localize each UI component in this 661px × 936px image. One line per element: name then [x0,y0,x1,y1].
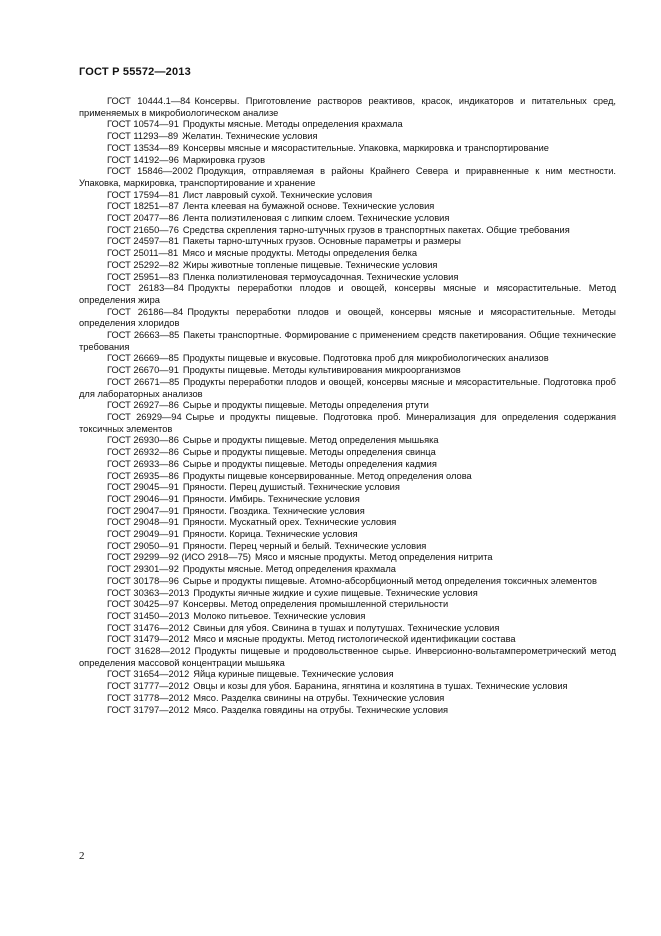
reference-title: Продукты пищевые и продовольственное сырье. Инверсионно-вольтамперометрический метод определения массовой концентрации мышьяка [79,646,616,668]
reference-item [79,260,616,272]
reference-title: Продукция, отправляемая в районы Крайнего Севера и приравненные к ним местности. Упаковка, маркировка, транспортирование и хранение [79,166,616,188]
reference-code: ГОСТ 18251—87 [107,201,179,212]
reference-item [79,143,616,155]
page-number: 2 [79,850,85,862]
reference-code: ГОСТ 21650—76 [107,224,179,235]
reference-item [79,377,616,400]
reference-code: ГОСТ 10444.1—84 [107,96,191,106]
reference-code: ГОСТ 25951—83 [107,271,179,282]
reference-code: ГОСТ 26669—85 [107,353,179,364]
reference-item [79,705,616,717]
reference-code: ГОСТ 31778—2012 [107,692,190,703]
reference-code: ГОСТ 30425—97 [107,599,179,610]
reference-code: ГОСТ 31476—2012 [107,622,190,633]
reference-title: Пакеты транспортные. Формирование с применением средств пакетирования. Общие технические требования [79,330,616,352]
reference-item [79,599,616,611]
reference-code: ГОСТ 10574—91 [107,119,179,130]
reference-item [79,272,616,284]
reference-code: ГОСТ 29045—91 [107,482,179,493]
reference-title: Яйца куриные пищевые. Технические условия [193,669,394,680]
reference-title: Лента клеевая на бумажной основе. Технические условия [182,201,435,212]
reference-title: Пряности. Имбирь. Технические условия [182,493,360,504]
reference-item [79,307,616,330]
reference-title: Сырье и продукты пищевые. Атомно-абсорбционный метод определения токсичных элементов [182,575,597,586]
reference-item [79,353,616,365]
reference-title: Консервы мясные и мясорастительные. Упаковка, маркировка и транспортирование [182,142,549,153]
reference-code: ГОСТ 26183—84 [107,283,184,294]
reference-code: ГОСТ 31479—2012 [107,634,190,645]
reference-code: ГОСТ 29299—92 (ИСО 2918—75) [107,552,252,563]
reference-code: ГОСТ 30178—96 [107,575,179,586]
reference-item [79,506,616,518]
reference-code: ГОСТ 30363—2013 [107,587,190,598]
reference-code: ГОСТ 13534—89 [107,142,179,153]
reference-code: ГОСТ 29049—91 [107,529,179,540]
reference-title: Молоко питьевое. Технические условия [193,610,366,621]
normative-references-list [79,96,616,716]
reference-title: Пряности. Перец черный и белый. Технические условия [182,540,427,551]
reference-item [79,564,616,576]
reference-item [79,119,616,131]
reference-code: ГОСТ 26927—86 [107,400,179,411]
reference-title: Средства скрепления тарно-штучных грузов в транспортных пакетах. Общие требования [182,224,570,235]
reference-code: ГОСТ 29050—91 [107,540,179,551]
reference-code: ГОСТ 26932—86 [107,447,179,458]
reference-item [79,588,616,600]
reference-code: ГОСТ 14192—96 [107,154,179,165]
reference-title: Пряности. Перец душистый. Технические условия [182,482,400,493]
reference-item [79,166,616,189]
reference-title: Пряности. Корица. Технические условия [182,529,358,540]
reference-item [79,623,616,635]
reference-title: Сырье и продукты пищевые. Методы определения кадмия [182,458,437,469]
reference-item [79,482,616,494]
reference-title: Консервы. Приготовление растворов реактивов, красок, индикаторов и питательных сред, применяемых в микробиологическом анализе [79,96,617,118]
reference-item [79,330,616,353]
reference-code: ГОСТ 25292—82 [107,259,179,270]
reference-title: Продукты переработки плодов и овощей, консервы мясные и мясорастительные. Метод определения жира [79,283,616,305]
reference-item [79,412,616,435]
reference-title: Продукты яичные жидкие и сухие пищевые. Технические условия [193,587,478,598]
reference-item [79,517,616,529]
reference-item [79,693,616,705]
reference-title: Лента полиэтиленовая с липким слоем. Технические условия [182,213,450,224]
reference-title: Продукты переработки плодов и овощей, консервы мясные и мясорастительные. Подготовка проб для лабораторных анализов [79,376,616,399]
reference-item [79,459,616,471]
reference-title: Мясо и мясные продукты. Методы определения белка [182,248,418,259]
reference-code: ГОСТ 26935—86 [107,470,179,481]
reference-item [79,248,616,260]
reference-item [79,213,616,225]
page-header: ГОСТ Р 55572—2013 [79,66,191,78]
reference-title: Консервы. Метод определения промышленной стерильности [182,599,449,610]
reference-title: Пакеты тарно-штучных грузов. Основные параметры и размеры [182,236,461,247]
reference-item [79,541,616,553]
reference-item [79,669,616,681]
reference-code: ГОСТ 26670—91 [107,365,179,376]
reference-code: ГОСТ 31777—2012 [107,681,190,692]
reference-code: ГОСТ 25011—81 [107,248,179,259]
reference-item [79,400,616,412]
reference-item [79,155,616,167]
reference-code: ГОСТ 17594—81 [107,189,179,200]
reference-code: ГОСТ 26663—85 [107,330,180,341]
reference-item [79,447,616,459]
reference-item [79,96,616,119]
reference-item [79,283,616,306]
reference-title: Сырье и продукты пищевые. Подготовка проб. Минерализация для определения содержания токсичных элементов [79,411,616,434]
reference-title: Мясо. Разделка свинины на отрубы. Технические условия [193,692,445,703]
reference-code: ГОСТ 26671—85 [107,376,180,387]
reference-title: Продукты мясные. Методы определения крахмала [182,119,403,130]
reference-title: Пленка полиэтиленовая термоусадочная. Технические условия [182,271,459,282]
reference-title: Пряности. Мускатный орех. Технические условия [182,517,397,528]
reference-code: ГОСТ 29301—92 [107,564,179,575]
reference-item [79,552,616,564]
reference-title: Продукты пищевые и вкусовые. Подготовка проб для микробиологических анализов [182,353,549,364]
reference-title: Сырье и продукты пищевые. Методы определения свинца [182,447,436,458]
reference-code: ГОСТ 31450—2013 [107,610,190,621]
reference-item [79,529,616,541]
reference-item [79,190,616,202]
reference-code: ГОСТ 11293—89 [107,131,179,142]
reference-code: ГОСТ 31628—2012 [107,646,191,657]
reference-title: Мясо и мясные продукты. Метод гистологической идентификации состава [193,634,516,645]
reference-code: ГОСТ 24597—81 [107,236,179,247]
reference-title: Лист лавровый сухой. Технические условия [182,189,373,200]
reference-code: ГОСТ 31654—2012 [107,669,190,680]
reference-title: Овцы и козы для убоя. Баранина, ягнятина и козлятина в тушах. Технические условия [193,681,568,692]
reference-code: ГОСТ 26933—86 [107,458,179,469]
reference-item [79,201,616,213]
reference-item [79,611,616,623]
reference-code: ГОСТ 26929—94 [107,411,182,422]
reference-title: Сырье и продукты пищевые. Методы определения ртути [182,400,429,411]
reference-code: ГОСТ 29047—91 [107,505,179,516]
reference-item [79,236,616,248]
reference-title: Продукты пищевые. Методы культивирования микроорганизмов [182,365,461,376]
reference-title: Продукты пищевые консервированные. Метод определения олова [182,470,472,481]
reference-code: ГОСТ 29046—91 [107,493,179,504]
reference-title: Свиньи для убоя. Свинина в тушах и полутушах. Технические условия [193,622,500,633]
reference-code: ГОСТ 26930—86 [107,435,179,446]
reference-item [79,634,616,646]
reference-item [79,365,616,377]
reference-item [79,681,616,693]
reference-code: ГОСТ 20477—86 [107,213,179,224]
reference-item [79,494,616,506]
reference-code: ГОСТ 26186—84 [107,306,184,317]
reference-title: Сырье и продукты пищевые. Метод определения мышьяка [182,435,439,446]
reference-item [79,576,616,588]
reference-title: Мясо. Разделка говядины на отрубы. Технические условия [193,704,449,715]
reference-title: Пряности. Гвоздика. Технические условия [182,505,365,516]
reference-item [79,131,616,143]
reference-item [79,646,616,669]
reference-item [79,435,616,447]
reference-title: Продукты переработки плодов и овощей, консервы мясные и мясорастительные. Методы определения хлоридов [79,306,616,329]
reference-title: Жиры животные топленые пищевые. Технические условия [182,259,438,270]
reference-item [79,225,616,237]
reference-title: Желатин. Технические условия [182,131,318,142]
reference-title: Продукты мясные. Метод определения крахмала [182,564,396,575]
reference-title: Мясо и мясные продукты. Метод определения нитрита [255,552,493,563]
reference-code: ГОСТ 15846—2002 [107,166,193,177]
reference-code: ГОСТ 29048—91 [107,517,179,528]
reference-code: ГОСТ 31797—2012 [107,704,190,715]
reference-item [79,471,616,483]
reference-title: Маркировка грузов [182,154,266,165]
